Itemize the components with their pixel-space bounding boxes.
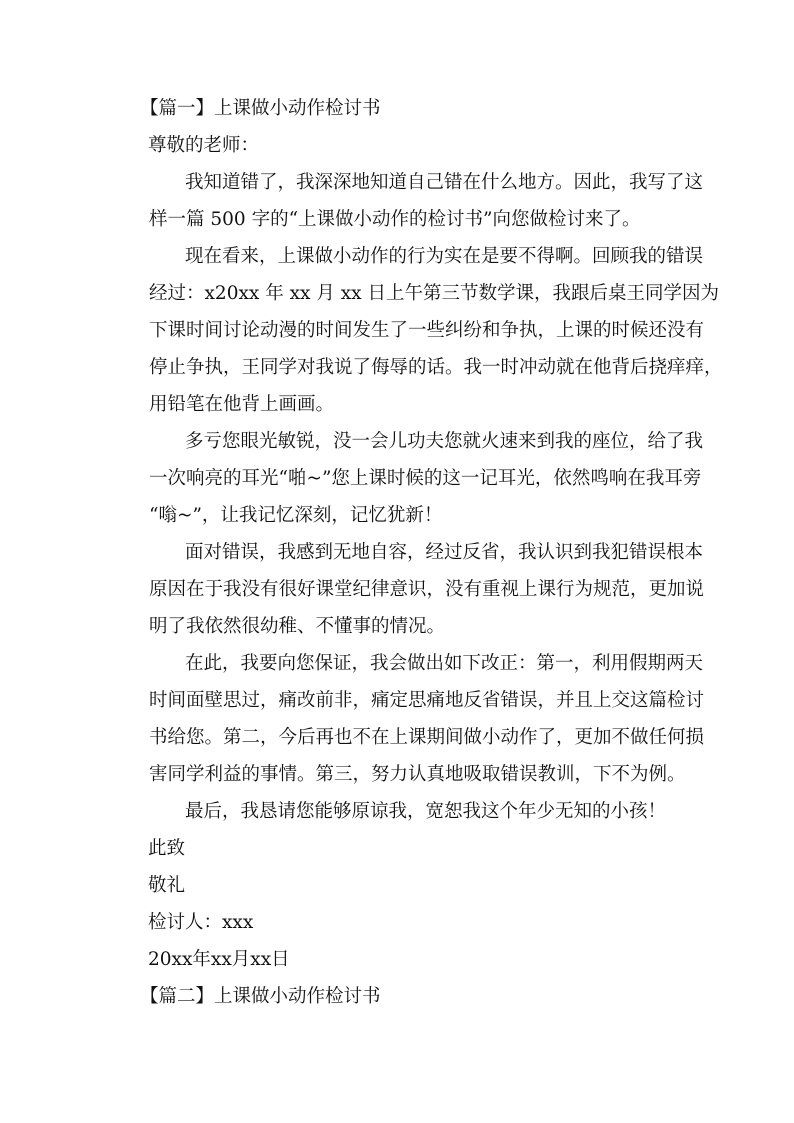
paragraph-4-line-3: 明了我依然很幼稚、不懂事的情况。: [149, 616, 446, 637]
paragraph-5: [113, 645, 705, 793]
paragraph-4-line-1: 面对错误，我感到无地自容，经过反省，我认识到我犯错误根本: [185, 542, 704, 563]
salutation: 尊敬的老师：: [148, 135, 260, 156]
paragraph-2-line-2: 经过：x20xx 年 xx 月 xx 日上午第三节数学课，我跟后桌王同学因为: [149, 283, 719, 304]
paragraph-5-line-2: 时间面壁思过，痛改前非，痛定思痛地反省错误，并且上交这篇检讨: [149, 690, 705, 711]
signature: 检讨人：xxx: [148, 912, 254, 933]
paragraph-6: [113, 793, 683, 830]
paragraph-2-line-3: 下课时间讨论动漫的时间发生了一些纠纷和争执，上课的时候还没有: [149, 320, 705, 341]
paragraph-5-line-4: 害同学利益的事情。第三，努力认真地吸取错误教训，下不为例。: [149, 764, 686, 785]
paragraph-3-line-3: “嗡~”，让我记忆深刻，记忆犹新！: [149, 505, 443, 526]
paragraph-5-line-3: 书给您。第二，今后再也不在上课期间做小动作了，更加不做任何损: [149, 727, 705, 748]
paragraph-2: [113, 238, 723, 423]
paragraph-4-line-2: 原因在于我没有很好课堂纪律意识，没有重视上课行为规范，更加说: [149, 579, 705, 600]
section-title-2: 【篇二】上课做小动作检讨书: [140, 986, 381, 1007]
date: 20xx年xx月xx日: [148, 949, 290, 970]
closing-1: 此致: [148, 838, 186, 859]
paragraph-3-line-1: 多亏您眼光敏锐，没一会儿功夫您就火速来到我的座位，给了我: [185, 431, 704, 452]
paragraph-2-line-5: 用铅笔在他背上画画。: [149, 394, 335, 415]
paragraph-2-line-1: 现在看来，上课做小动作的行为实在是要不得啊。回顾我的错误: [185, 246, 704, 267]
paragraph-3: [113, 423, 704, 534]
paragraph-1-line-2: 样一篇 500 字的“上课做小动作的检讨书”向您做检讨来了。: [149, 209, 641, 230]
closing-2: 敬礼: [148, 875, 186, 896]
paragraph-4: [113, 534, 705, 645]
paragraph-1: [113, 164, 704, 238]
paragraph-1-line-1: 我知道错了，我深深地知道自己错在什么地方。因此，我写了这: [185, 172, 704, 193]
paragraph-3-line-2: 一次响亮的耳光“啪~”您上课时候的这一记耳光，依然鸣响在我耳旁: [149, 468, 702, 489]
paragraph-5-line-1: 在此，我要向您保证，我会做出如下改正：第一，利用假期两天: [185, 653, 704, 674]
section-title-1: 【篇一】上课做小动作检讨书: [140, 98, 381, 119]
paragraph-6-line-1: 最后，我恳请您能够原谅我，宽恕我这个年少无知的小孩！: [185, 801, 667, 822]
paragraph-2-line-4: 停止争执，王同学对我说了侮辱的话。我一时冲动就在他背后挠痒痒，: [149, 357, 723, 378]
